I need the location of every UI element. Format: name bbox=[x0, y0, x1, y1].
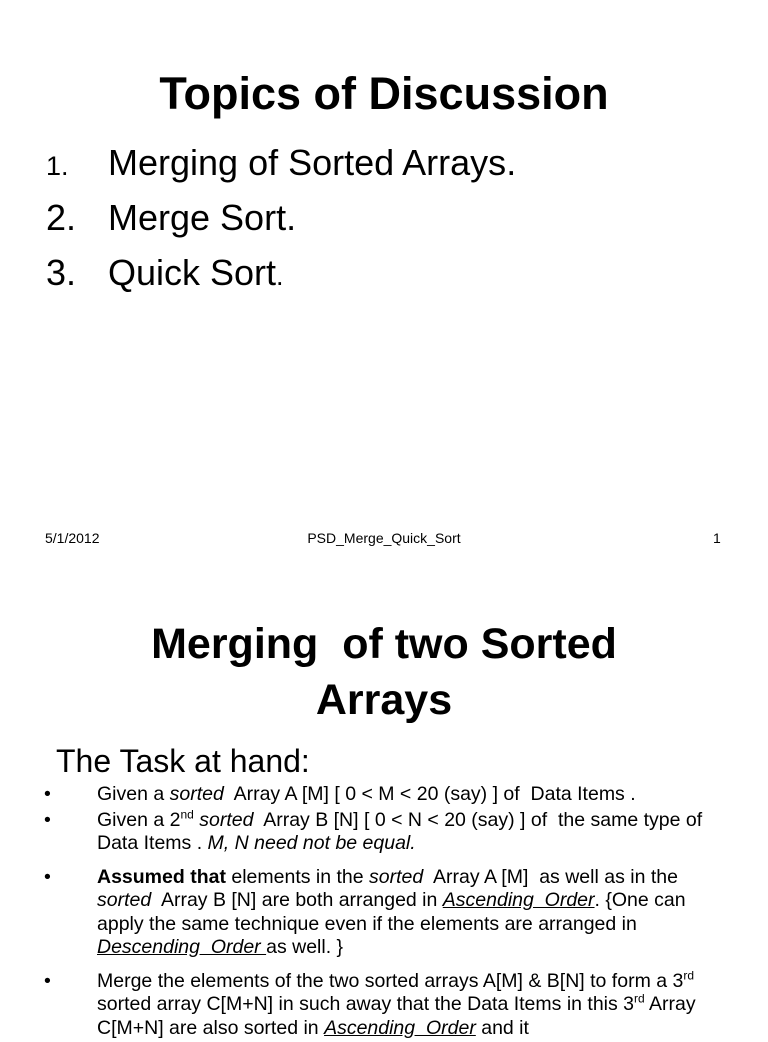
bullet-item: • Given a sorted Array A [M] [ 0 < M < 20 (say) ] of Data Items . bbox=[44, 783, 636, 805]
topic-period: . bbox=[286, 197, 297, 238]
bullet-item: • Given a 2nd sorted Array B [N] [ 0 < N < 20 (say) ] of the same type of Data Items . M, N need not be equal. bbox=[44, 807, 708, 854]
bullet-item: • Assumed that elements in the sorted Array A [M] as well as in the sorted Array B [N] are both arranged in Ascending Order. {One can apply the same technique even if the elements are arranged in Descending Order as well. } bbox=[44, 865, 692, 958]
footer-date: 5/1/2012 bbox=[45, 530, 100, 546]
topic-period: . bbox=[506, 142, 517, 183]
slide-title bbox=[0, 616, 768, 728]
topic-text: Merge Sort bbox=[108, 197, 287, 238]
footer-title: PSD_Merge_Quick_Sort bbox=[307, 530, 461, 546]
slide-2 bbox=[0, 576, 768, 1039]
topic-text: Quick Sort bbox=[108, 252, 277, 293]
subtitle: The Task at hand: bbox=[56, 743, 310, 779]
bullet-marker: • bbox=[44, 865, 51, 888]
topic-period: . bbox=[276, 261, 284, 291]
bullet-item: • Merge the elements of the two sorted arrays A[M] & B[N] to form a 3rd sorted array C[M+N] in such away that the Data Items in this 3rd Array C[M+N] are also sorted in Ascending Order and it bbox=[44, 968, 702, 1039]
topic-item bbox=[46, 197, 296, 239]
title-line-1: Merging of two Sorted bbox=[151, 620, 617, 668]
bullet-marker: • bbox=[44, 808, 51, 831]
topic-text: Merging of Sorted Arrays bbox=[108, 142, 507, 183]
bullet-marker: • bbox=[44, 969, 51, 992]
title-line-2: Arrays bbox=[315, 676, 453, 724]
topic-number: 3. bbox=[46, 252, 77, 293]
topic-number: 1. bbox=[46, 151, 69, 181]
topic-item bbox=[46, 142, 516, 187]
slide-title: Topics of Discussion bbox=[159, 68, 609, 119]
topic-number: 2. bbox=[46, 197, 77, 238]
topic-item bbox=[46, 252, 284, 297]
footer-page-number: 1 bbox=[713, 530, 721, 546]
bullet-marker: • bbox=[44, 783, 51, 805]
bullet-list bbox=[0, 783, 768, 1042]
